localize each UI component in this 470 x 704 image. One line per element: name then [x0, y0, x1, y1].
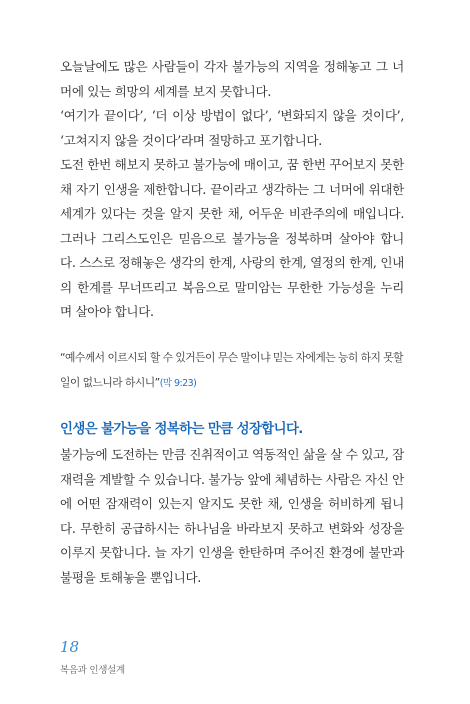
scripture-quote [60, 345, 410, 396]
page-number: 18 [60, 638, 80, 656]
body-paragraph: 오늘날에도 많은 사람들이 각자 불가능의 지역을 정해놓고 그 너머에 있는 희망의 세계를 보지 못합니다. [60, 59, 404, 99]
section-heading: 인생은 불가능을 정복하는 만큼 성장합니다. [60, 422, 303, 437]
body-paragraph: 도전 한번 해보지 못하고 불가능에 매이고, 꿈 한번 꾸어보지 못한 채 자기 인생을 제한합니다. 끝이라고 생각하는 그 너머에 위대한 세계가 있다는 것을 알지 못한 채, 어두운 비관주의에 매입니다. 그러나 그리스도인은 믿음으로 불가능을 정복하며 살아야 합니다. 스스로 정해놓은 생각의 한계, 사랑의 한계, 열정의 한계, 인내의 한계를 무너뜨리고 복음으로 말미암는 무한한 가능성을 누리며 살아야 합니다. [60, 157, 404, 319]
body-paragraph: ‘여기가 끝이다’, ‘더 이상 방법이 없다’, ‘변화되지 않을 것이다’, ‘고쳐지지 않을 것이다’라며 절망하고 포기합니다. [60, 108, 404, 148]
scripture-text: “예수께서 이르시되 할 수 있거든이 무슨 말이냐 믿는 자에게는 능히 하지 못할 일이 없느니라 하시니” [60, 351, 404, 389]
section-paragraph: 불가능에 도전하는 만큼 진취적이고 역동적인 삶을 살 수 있고, 잠재력을 계발할 수 있습니다. 불가능 앞에 체념하는 사람은 자신 안에 어떤 잠재력이 있는지 알지도 못한 채, 인생을 허비하게 됩니다. 무한히 공급하시는 하나님을 바라보지 못하고 변화와 성장을 이루지 못합니다. 늘 자기 인생을 한탄하며 주어진 환경에 불만과 불평을 토해놓을 뿐입니다. [60, 447, 404, 585]
scripture-reference: (막 9:23) [159, 378, 197, 389]
running-footer-title: 복음과 인생설계 [60, 665, 125, 676]
